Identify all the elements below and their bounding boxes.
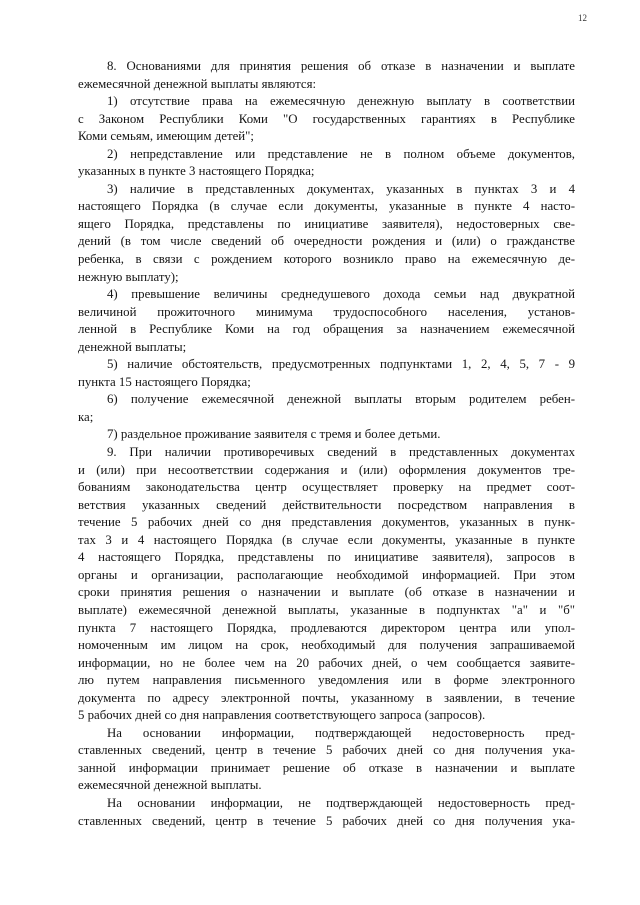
text-line: течение 5 рабочих дней со дня представления документов, указанных в пунк- [78, 515, 575, 530]
text-line: органы и организации, располагающие необходимой информацией. При этом [78, 567, 575, 582]
text-line: бованиям законодательства центр осуществляет проверку на предмет соот- [78, 480, 575, 495]
text-line: 5 рабочих дней со дня направления соответствующего запроса (запросов). [78, 708, 486, 723]
text-line: 9. При наличии противоречивых сведений в представленных документах [107, 445, 575, 460]
text-line: 1) отсутствие права на ежемесячную денежную выплату в соответствии [107, 94, 575, 109]
paragraph [78, 181, 575, 286]
text-line: и (или) при несоответствии содержания и (или) оформления документов тре- [78, 462, 575, 477]
paragraph [78, 391, 575, 426]
paragraph [78, 795, 575, 830]
text-line: пункта 7 настоящего Порядка, продлеваются директором центра или упол- [78, 620, 575, 635]
paragraph [78, 356, 575, 391]
paragraph [78, 146, 575, 181]
paragraph [78, 58, 575, 93]
text-line: ка; [78, 409, 94, 424]
text-line: 5) наличие обстоятельств, предусмотренных подпунктами 1, 2, 4, 5, 7 - 9 [107, 357, 575, 372]
text-line: ежемесячной денежной выплаты. [78, 778, 262, 793]
paragraph [78, 725, 575, 795]
text-line: 6) получение ежемесячной денежной выплаты вторым родителем ребен- [107, 392, 575, 407]
text-line: лю путем направления письменного уведомления или в форме электронного [78, 673, 575, 688]
text-line: ребенка, в связи с рождением которого возникло право на ежемесячную де- [78, 252, 575, 267]
text-line: тах 3 и 4 настоящего Порядка (в случае если документы, указанные в пункте [78, 532, 575, 547]
text-line: ежемесячной денежной выплаты являются: [78, 76, 317, 91]
text-line: указанных в пункте 3 настоящего Порядка; [78, 164, 315, 179]
text-line: 2) непредставление или представление не в полном объеме документов, [107, 146, 575, 161]
text-line: 4) превышение величины среднедушевого дохода семьи над двукратной [107, 287, 575, 302]
text-line: занной информации принимает решение об отказе в назначении и выплате [78, 760, 575, 775]
text-line: 7) раздельное проживание заявителя с тремя и более детьми. [107, 427, 441, 442]
text-line: величиной прожиточного минимума трудоспособного населения, установ- [78, 304, 575, 319]
paragraph [78, 93, 575, 146]
text-line: номоченным им лицом на срок, необходимый для получения запрашиваемой [78, 638, 575, 653]
text-line: Коми семьям, имеющим детей"; [78, 129, 254, 144]
text-line: На основании информации, подтверждающей недостоверность пред- [107, 725, 575, 740]
text-line: 4 настоящего Порядка, представлены по инициативе заявителя), запросов в [78, 550, 575, 565]
paragraph [78, 444, 575, 725]
text-line: с Законом Республики Коми "О государственных гарантиях в Республике [78, 111, 575, 126]
text-line: ветствия указанных сведений действительности посредством направления в [78, 497, 575, 512]
text-line: дений (в том числе сведений об очередности рождения и (или) о гражданстве [78, 234, 575, 249]
text-line: пункта 15 настоящего Порядка; [78, 374, 251, 389]
paragraph [78, 426, 575, 444]
text-line: сроки принятия решения о назначении и выплате (об отказе в назначении и [78, 585, 575, 600]
text-line: выплате) ежемесячной денежной выплаты, указанные в подпунктах "а" и "б" [78, 602, 575, 617]
text-line: ставленных сведений, центр в течение 5 рабочих дней со дня получения ука- [78, 743, 575, 758]
paragraph [78, 286, 575, 356]
text-line: денежной выплаты; [78, 339, 187, 354]
text-line: ленной в Республике Коми на год обращения за назначением ежемесячной [78, 322, 575, 337]
text-line: информации, но не более чем на 20 рабочих дней, о чем сообщается заявите- [78, 655, 575, 670]
text-line: нежную выплату); [78, 269, 179, 284]
text-line: документа по адресу электронной почты, указанному в заявлении, в течение [78, 690, 575, 705]
text-line: ящего Порядка, представлены по инициативе заявителя), недостоверных све- [78, 216, 575, 231]
text-line: На основании информации, не подтверждающей недостоверность пред- [107, 795, 575, 810]
document-body [78, 58, 575, 830]
text-line: 8. Основаниями для принятия решения об отказе в назначении и выплате [107, 59, 575, 73]
text-line: ставленных сведений, центр в течение 5 рабочих дней со дня получения ука- [78, 813, 575, 828]
text-line: настоящего Порядка (в случае если документы, указанные в пункте 4 насто- [78, 199, 575, 214]
page-number: 12 [578, 13, 587, 23]
text-line: 3) наличие в представленных документах, указанных в пунктах 3 и 4 [107, 181, 575, 196]
